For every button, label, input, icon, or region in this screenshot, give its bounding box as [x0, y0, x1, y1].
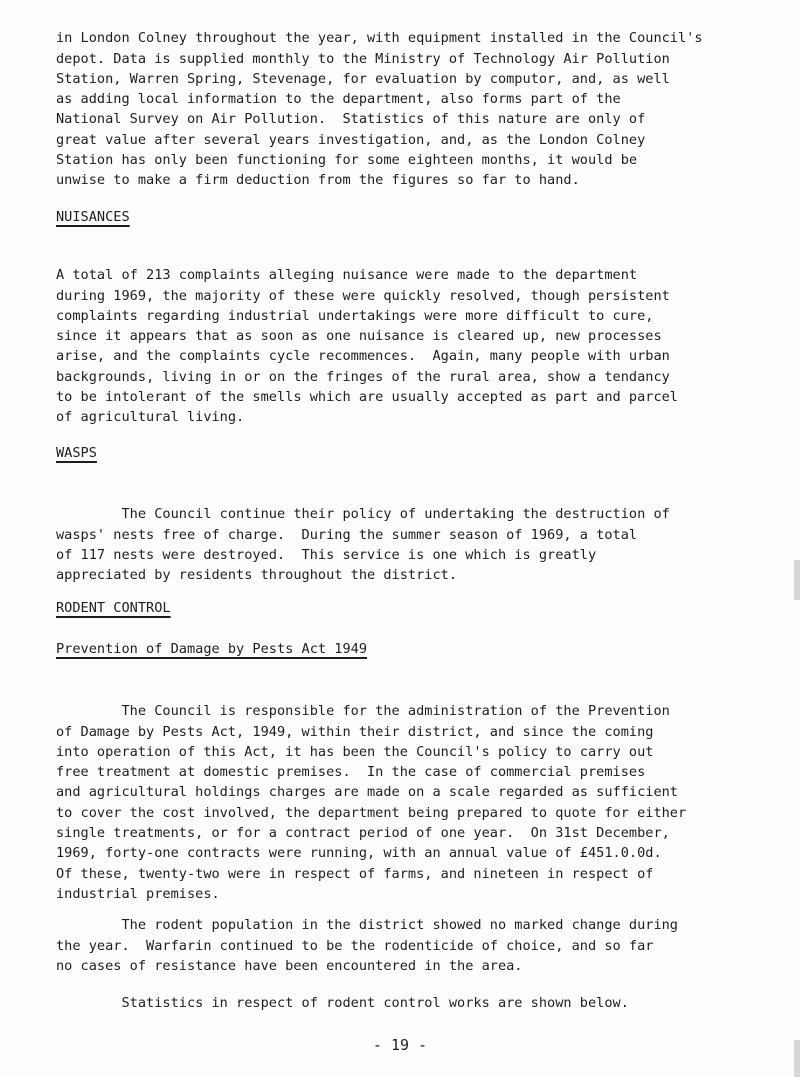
rodent-paragraph-1	[56, 681, 794, 925]
subheading-prevention-act: Prevention of Damage by Pests Act 1949	[56, 641, 367, 657]
text-line: 1969, forty-one contracts were running, with an annual value of £451.0.0d.	[56, 845, 662, 862]
text-line: The rodent population in the district showed no marked change during	[56, 917, 678, 934]
text-line: to cover the cost involved, the department being prepared to quote for either	[56, 804, 687, 821]
text-line: depot. Data is supplied monthly to the Ministry of Technology Air Pollution	[56, 50, 670, 67]
intro-paragraph	[56, 8, 794, 211]
section-heading-wasps: WASPS	[56, 445, 97, 461]
text-line: of Damage by Pests Act, 1949, within their district, and since the coming	[56, 723, 654, 740]
text-line: single treatments, or for a contract period of one year. On 31st December,	[56, 825, 670, 842]
text-line: A total of 213 complaints alleging nuisance were made to the department	[56, 267, 638, 284]
text-line: Of these, twenty-two were in respect of farms, and nineteen in respect of	[56, 865, 654, 882]
text-line: the year. Warfarin continued to be the rodenticide of choice, and so far	[56, 937, 654, 954]
text-line: Station has only been functioning for some eighteen months, it would be	[56, 152, 638, 169]
text-line: in London Colney throughout the year, with equipment installed in the Council's	[56, 30, 703, 47]
text-line: complaints regarding industrial undertakings were more difficult to cure,	[56, 307, 654, 324]
text-line: no cases of resistance have been encountered in the area.	[56, 957, 523, 974]
text-line: great value after several years investigation, and, as the London Colney	[56, 131, 646, 148]
text-line: appreciated by residents throughout the district.	[56, 567, 458, 584]
text-line: wasps' nests free of charge. During the summer season of 1969, a total	[56, 526, 638, 543]
section-heading-nuisances: NUISANCES	[56, 209, 130, 225]
section-heading-rodent-control: RODENT CONTROL	[56, 600, 171, 616]
text-line: Statistics in respect of rodent control works are shown below.	[56, 995, 629, 1012]
page-number: - 19 -	[372, 1036, 428, 1054]
rodent-paragraph-3	[56, 973, 794, 1034]
text-line: to be intolerant of the smells which are usually accepted as part and parcel	[56, 389, 678, 406]
scan-edge-mark	[794, 1040, 800, 1077]
text-line: unwise to make a firm deduction from the figures so far to hand.	[56, 172, 580, 189]
text-line: and agricultural holdings charges are made on a scale regarded as sufficient	[56, 784, 678, 801]
text-line: as adding local information to the department, also forms part of the	[56, 91, 621, 108]
text-line: of agricultural living.	[56, 409, 245, 426]
text-line: during 1969, the majority of these were quickly resolved, though persistent	[56, 287, 670, 304]
text-line: backgrounds, living in or on the fringes of the rural area, show a tendancy	[56, 368, 670, 385]
text-line: since it appears that as soon as one nuisance is cleared up, new processes	[56, 328, 662, 345]
scan-edge-mark	[794, 560, 800, 600]
text-line: into operation of this Act, it has been the Council's policy to carry out	[56, 743, 654, 760]
text-line: Station, Warren Spring, Stevenage, for evaluation by computor, and, as well	[56, 70, 670, 87]
text-line: arise, and the complaints cycle recommences. Again, many people with urban	[56, 348, 670, 365]
wasps-paragraph	[56, 484, 794, 606]
text-line: of 117 nests were destroyed. This service is one which is greatly	[56, 546, 597, 563]
nuisances-paragraph	[56, 245, 794, 448]
text-line: The Council continue their policy of undertaking the destruction of	[56, 506, 670, 523]
text-line: industrial premises.	[56, 885, 220, 902]
text-line: free treatment at domestic premises. In the case of commercial premises	[56, 764, 646, 781]
text-line: The Council is responsible for the administration of the Prevention	[56, 703, 670, 720]
text-line: National Survey on Air Pollution. Statistics of this nature are only of	[56, 111, 646, 128]
